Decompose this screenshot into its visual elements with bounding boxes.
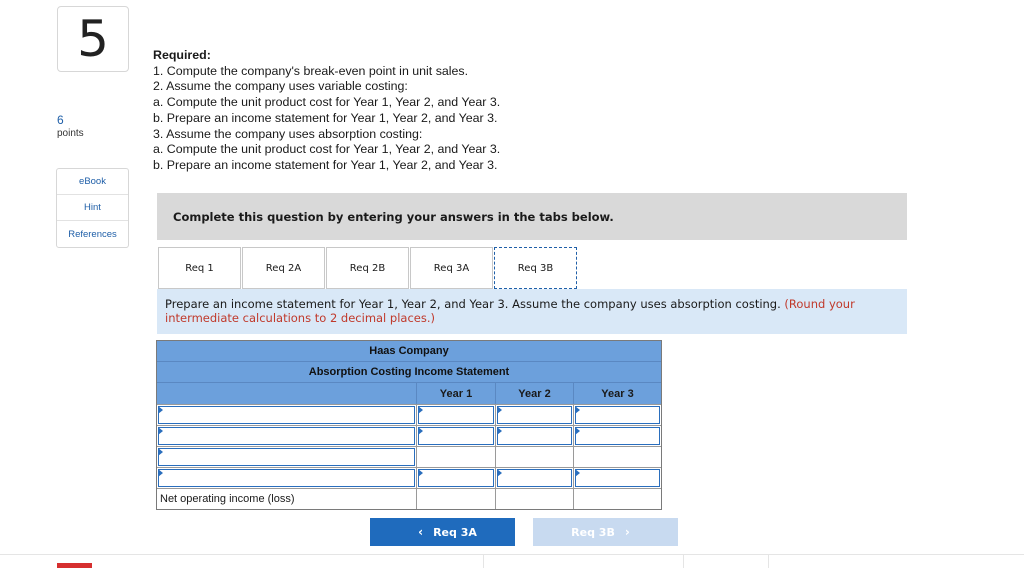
year-3-cell xyxy=(573,405,661,425)
points-label: points xyxy=(57,128,84,139)
row-label-cell xyxy=(157,426,416,446)
year-2-input[interactable] xyxy=(497,406,572,424)
row-label-cell xyxy=(157,468,416,488)
year-1-input[interactable] xyxy=(418,469,494,487)
column-header-row xyxy=(157,383,661,404)
tab-req-2b[interactable]: Req 2B xyxy=(326,247,409,289)
required-line: b. Prepare an income statement for Year 1, Year 2, and Year 3. xyxy=(153,157,498,172)
row-label-dropdown[interactable] xyxy=(158,406,415,424)
company-name: Haas Company xyxy=(157,341,661,362)
column-header-year-3: Year 3 xyxy=(573,383,661,404)
previous-tab-label: Req 3A xyxy=(433,525,477,539)
table-row xyxy=(157,404,661,425)
year-2-total-cell xyxy=(495,489,573,509)
tab-req-2a[interactable]: Req 2A xyxy=(242,247,325,289)
chevron-left-icon: ‹ xyxy=(418,525,424,539)
chevron-right-icon: › xyxy=(624,525,630,539)
label-column-header xyxy=(157,383,416,404)
required-line: b. Prepare an income statement for Year 1, Year 2, and Year 3. xyxy=(153,110,498,125)
year-1-cell xyxy=(416,447,495,467)
footer-segment-divider xyxy=(683,555,684,568)
year-3-cell xyxy=(573,468,661,488)
requirement-tabs xyxy=(158,247,578,289)
year-2-cell xyxy=(495,426,573,446)
table-row xyxy=(157,425,661,446)
year-2-input[interactable] xyxy=(497,427,572,445)
table-row xyxy=(157,446,661,467)
income-statement-table xyxy=(156,340,662,510)
instructions-banner: Complete this question by entering your answers in the tabs below. xyxy=(157,193,907,240)
statement-title: Absorption Costing Income Statement xyxy=(157,362,661,383)
tab-req-1[interactable]: Req 1 xyxy=(158,247,241,289)
year-3-input[interactable] xyxy=(575,406,660,424)
year-1-input[interactable] xyxy=(418,427,494,445)
sidebar-item-references[interactable]: References xyxy=(68,228,117,240)
row-label-dropdown[interactable] xyxy=(158,427,415,445)
row-label-cell xyxy=(157,405,416,425)
year-3-input[interactable] xyxy=(575,427,660,445)
required-line: a. Compute the unit product cost for Year 1, Year 2, and Year 3. xyxy=(153,95,501,110)
net-operating-income-label: Net operating income (loss) xyxy=(160,493,295,505)
year-1-cell xyxy=(416,468,495,488)
year-1-cell xyxy=(416,405,495,425)
required-line: 3. Assume the company uses absorption costing: xyxy=(153,126,423,141)
row-label-cell xyxy=(157,447,416,467)
year-2-cell xyxy=(495,405,573,425)
instruction-text: Prepare an income statement for Year 1, Year 2, and Year 3. Assume the company uses absorption costing. xyxy=(165,297,781,311)
required-line: a. Compute the unit product cost for Year 1, Year 2, and Year 3. xyxy=(153,142,501,157)
row-label-dropdown[interactable] xyxy=(158,448,415,466)
tab-req-3b[interactable]: Req 3B xyxy=(494,247,577,289)
year-2-cell xyxy=(495,447,573,467)
footer-divider xyxy=(0,554,1024,555)
required-heading: Required: xyxy=(153,48,211,62)
previous-tab-button[interactable] xyxy=(370,518,515,546)
year-2-input[interactable] xyxy=(497,469,572,487)
footer-segment-divider xyxy=(483,555,484,568)
year-1-total-cell xyxy=(416,489,495,509)
table-row xyxy=(157,467,661,488)
sidebar-item-ebook[interactable]: eBook xyxy=(57,169,128,195)
column-header-year-1: Year 1 xyxy=(416,383,495,404)
year-3-input[interactable] xyxy=(575,469,660,487)
points-value: 6 xyxy=(57,113,64,127)
year-3-cell xyxy=(573,426,661,446)
year-1-cell xyxy=(416,426,495,446)
required-line: 1. Compute the company's break-even point in unit sales. xyxy=(153,63,469,78)
year-3-cell xyxy=(573,447,661,467)
tab-req-3a[interactable]: Req 3A xyxy=(410,247,493,289)
column-header-year-2: Year 2 xyxy=(495,383,573,404)
row-label-dropdown[interactable] xyxy=(158,469,415,487)
sidebar-links xyxy=(56,168,129,248)
year-2-cell xyxy=(495,468,573,488)
sidebar-item-hint[interactable]: Hint xyxy=(57,195,128,221)
required-line: 2. Assume the company uses variable costing: xyxy=(153,79,408,94)
year-1-input[interactable] xyxy=(418,406,494,424)
question-number: 5 xyxy=(57,6,129,72)
next-tab-button[interactable] xyxy=(533,518,678,546)
table-row-net-operating-income xyxy=(157,488,661,509)
brand-logo xyxy=(57,563,92,568)
required-section xyxy=(153,48,713,174)
footer-segment-divider xyxy=(768,555,769,568)
year-3-total-cell xyxy=(573,489,661,509)
rounding-note: (Round your intermediate calculations to 2 decimal places.) xyxy=(165,297,855,325)
next-tab-label: Req 3B xyxy=(571,525,615,539)
tab-instruction xyxy=(157,289,907,334)
